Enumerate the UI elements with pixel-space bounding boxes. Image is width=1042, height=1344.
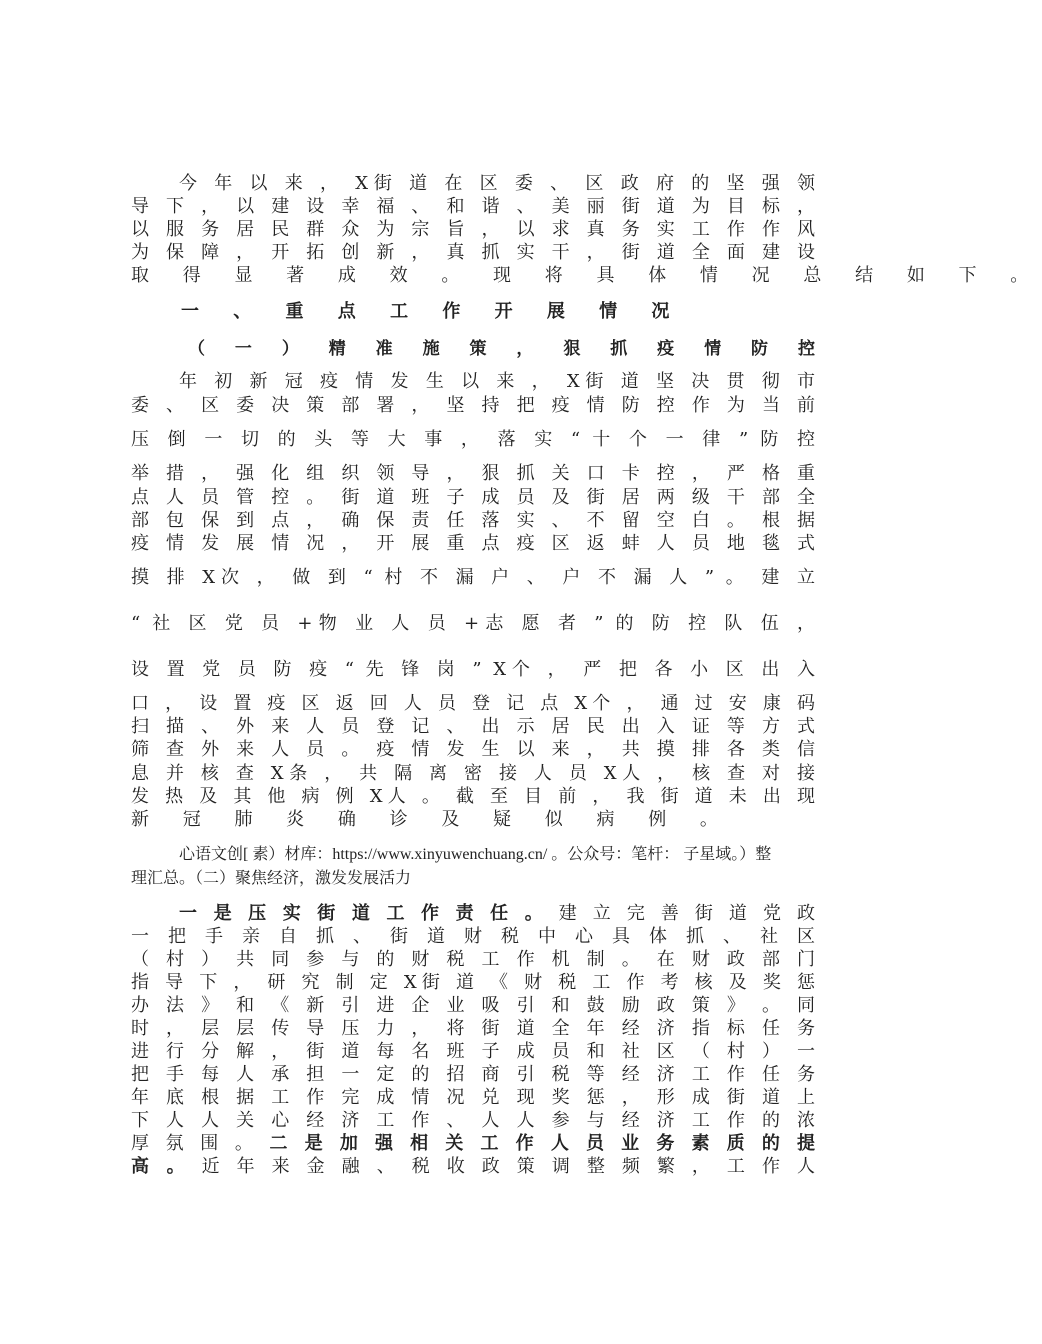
text-line: 为 保 障 ， 开 拓 创 新 ， 真 抓 实 干 ， 街 道 全 面 建 设 xyxy=(131,242,815,263)
line-start: 厚 氛 围 。 xyxy=(131,1133,270,1154)
text-line: 导 下 ， 以 建 设 幸 福 、 和 谐 、 美 丽 街 道 为 目 标 ， xyxy=(131,196,815,217)
text-line: 以 服 务 居 民 群 众 为 宗 旨 ， 以 求 真 务 实 工 作 作 风 xyxy=(131,219,815,240)
bold-lead: 二 是 加 强 相 关 工 作 人 员 业 务 素 质 的 提 xyxy=(269,1133,816,1154)
line-rest: 近 年 来 金 融 、 税 收 政 策 调 整 频 繁 ， 工 作 人 xyxy=(190,1156,815,1177)
source-line: 心语文创[ 素）材库：https://www.xinyuwenchuang.cn/ 。公众号：笔杆： 子星域。）整 xyxy=(179,846,772,863)
text-line: 把 手 每 人 承 担 一 定 的 招 商 引 税 等 经 济 工 作 任 务 xyxy=(131,1064,815,1085)
subsection-heading: （ 一 ） 精 准 施 策 ， 狠 抓 疫 情 防 控 xyxy=(188,339,827,359)
economy-paragraph xyxy=(131,902,815,1178)
text-line: 筛 查 外 来 人 员 。 疫 情 发 生 以 来 ， 共 摸 排 各 类 信 xyxy=(131,739,815,760)
text-line: 年 初 新 冠 疫 情 发 生 以 来 ， X街 道 坚 决 贯 彻 市 xyxy=(179,371,815,392)
text-line xyxy=(131,1155,815,1178)
text-line: 息 并 核 查 X条 ， 共 隔 离 密 接 人 员 X人 ， 核 查 对 接 xyxy=(131,763,815,784)
bold-lead: 高 。 xyxy=(131,1156,191,1177)
source-note xyxy=(131,843,831,891)
text-line: 设 置 党 员 防 疫 “ 先 锋 岗 ” X个 ， 严 把 各 小 区 出 入 xyxy=(131,659,815,680)
text-line: 新 冠 肺 炎 确 诊 及 疑 似 病 例 。 xyxy=(131,809,732,830)
text-line: 办 法 》 和 《 新 引 进 企 业 吸 引 和 鼓 励 政 策 》 。 同 xyxy=(131,995,815,1016)
line-rest: 建 立 完 善 街 道 党 政 xyxy=(547,903,815,924)
bold-lead: 一 是 压 实 街 道 工 作 责 任 。 xyxy=(179,903,548,924)
text-line: 点 人 员 管 控 。 街 道 班 子 成 员 及 街 居 两 级 干 部 全 xyxy=(131,487,815,508)
text-line: 委 、 区 委 决 策 部 署 ， 坚 持 把 疫 情 防 控 作 为 当 前 xyxy=(131,395,815,416)
text-line: 扫 描 、 外 来 人 员 登 记 、 出 示 居 民 出 入 证 等 方 式 xyxy=(131,716,815,737)
text-line xyxy=(131,902,815,925)
text-line: 指 导 下 ， 研 究 制 定 X街 道 《 财 税 工 作 考 核 及 奖 惩 xyxy=(131,972,815,993)
text-line: 压 倒 一 切 的 头 等 大 事 ， 落 实 “ 十 个 一 律 ” 防 控 xyxy=(131,429,815,450)
text-line: 进 行 分 解 ， 街 道 每 名 班 子 成 员 和 社 区 （ 村 ） 一 xyxy=(131,1041,815,1062)
text-line: 摸 排 X次 ， 做 到 “ 村 不 漏 户 、 户 不 漏 人 ” 。 建 立 xyxy=(131,567,815,588)
text-line xyxy=(131,1132,815,1155)
text-line: 下 人 人 关 心 经 济 工 作 、 人 人 参 与 经 济 工 作 的 浓 xyxy=(131,1110,815,1131)
text-line: 一 把 手 亲 自 抓 、 街 道 财 税 中 心 具 体 抓 、 社 区 xyxy=(131,926,815,947)
text-line: 取 得 显 著 成 效 。 现 将 具 体 情 况 总 结 如 下 。 xyxy=(131,265,1042,286)
text-line: 时 ， 层 层 传 导 压 力 ， 将 街 道 全 年 经 济 指 标 任 务 xyxy=(131,1018,815,1039)
text-line: 今 年 以 来 ， X街 道 在 区 委 、 区 政 府 的 坚 强 领 xyxy=(179,173,815,194)
text-line: “ 社 区 党 员 +物 业 人 员 +志 愿 者 ” 的 防 控 队 伍 ， xyxy=(131,613,815,634)
text-line: 口 ， 设 置 疫 区 返 回 人 员 登 记 点 X个 ， 通 过 安 康 码 xyxy=(131,693,815,714)
text-line: 年 底 根 据 工 作 完 成 情 况 兑 现 奖 惩 ， 形 成 街 道 上 xyxy=(131,1087,815,1108)
text-line: 疫 情 发 展 情 况 ， 开 展 重 点 疫 区 返 蚌 人 员 地 毯 式 xyxy=(131,533,815,554)
text-line: 部 包 保 到 点 ， 确 保 责 任 落 实 、 不 留 空 白 。 根 据 xyxy=(131,510,815,531)
section-heading: 一 、 重 点 工 作 开 展 情 况 xyxy=(181,301,684,322)
source-line: 理汇总。（二）聚焦经济，激发发展活力 xyxy=(131,870,412,887)
intro-paragraph xyxy=(131,172,1042,287)
text-line: 发 热 及 其 他 病 例 X人 。 截 至 目 前 ， 我 街 道 未 出 现 xyxy=(131,786,815,807)
text-line: 举 措 ， 强 化 组 织 领 导 ， 狠 抓 关 口 卡 控 ， 严 格 重 xyxy=(131,463,815,484)
text-line: （ 村 ） 共 同 参 与 的 财 税 工 作 机 制 。 在 财 政 部 门 xyxy=(131,949,815,970)
